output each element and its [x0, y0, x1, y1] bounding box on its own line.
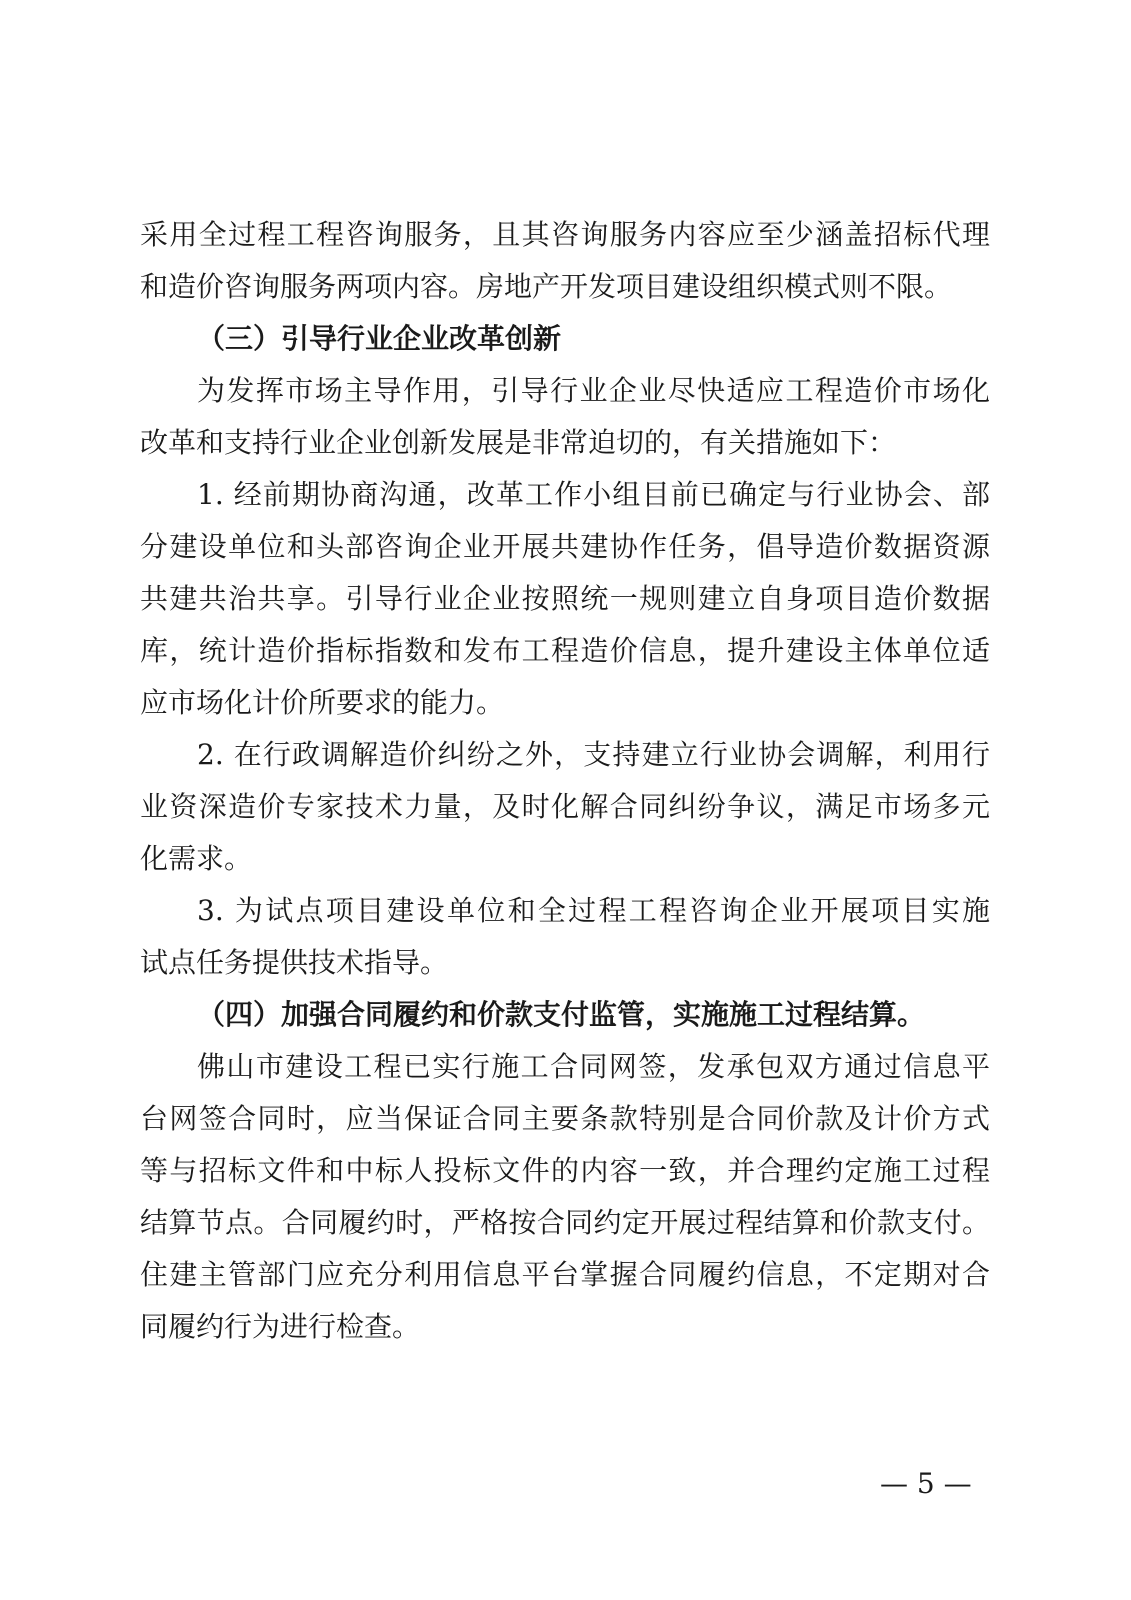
- paragraph-line: 改革和支持行业企业创新发展是非常迫切的，有关措施如下：: [140, 426, 897, 459]
- paragraph-line: 和造价咨询服务两项内容。房地产开发项目建设组织模式则不限。: [140, 270, 953, 303]
- paragraph-line: 为发挥市场主导作用，引导行业企业尽快适应工程造价市场化: [197, 374, 990, 407]
- paragraph-line: 业资深造价专家技术力量，及时化解合同纠纷争议，满足市场多元: [140, 790, 990, 823]
- list-item-line: 3. 为试点项目建设单位和全过程工程咨询企业开展项目实施: [197, 894, 990, 927]
- paragraph-line: 分建设单位和头部咨询企业开展共建协作任务，倡导造价数据资源: [140, 530, 990, 563]
- paragraph-line: 化需求。: [140, 842, 253, 875]
- paragraph-line: 共建共治共享。引导行业企业按照统一规则建立自身项目造价数据: [140, 582, 990, 615]
- paragraph-line: 等与招标文件和中标人投标文件的内容一致，并合理约定施工过程: [140, 1154, 990, 1187]
- paragraph-line: 采用全过程工程咨询服务，且其咨询服务内容应至少涵盖招标代理: [140, 218, 990, 251]
- paragraph-line: 住建主管部门应充分利用信息平台掌握合同履约信息，不定期对合: [140, 1258, 990, 1291]
- paragraph-line: 试点任务提供技术指导。: [140, 946, 449, 979]
- list-item-line: 1. 经前期协商沟通，改革工作小组目前已确定与行业协会、部: [197, 478, 990, 511]
- section-heading: （四）加强合同履约和价款支付监管，实施施工过程结算。: [197, 998, 926, 1031]
- section-heading: （三）引导行业企业改革创新: [197, 322, 562, 355]
- paragraph-line: 同履约行为进行检查。: [140, 1310, 421, 1343]
- paragraph-line: 结算节点。合同履约时，严格按合同约定开展过程结算和价款支付。: [140, 1206, 990, 1239]
- paragraph-line: 应市场化计价所要求的能力。: [140, 686, 505, 719]
- page-number: — 5 —: [880, 1467, 972, 1500]
- paragraph-line: 佛山市建设工程已实行施工合同网签，发承包双方通过信息平: [197, 1050, 990, 1083]
- list-item-line: 2. 在行政调解造价纠纷之外，支持建立行业协会调解，利用行: [197, 738, 990, 771]
- paragraph-line: 台网签合同时，应当保证合同主要条款特别是合同价款及计价方式: [140, 1102, 990, 1135]
- paragraph-line: 库，统计造价指标指数和发布工程造价信息，提升建设主体单位适: [140, 634, 990, 667]
